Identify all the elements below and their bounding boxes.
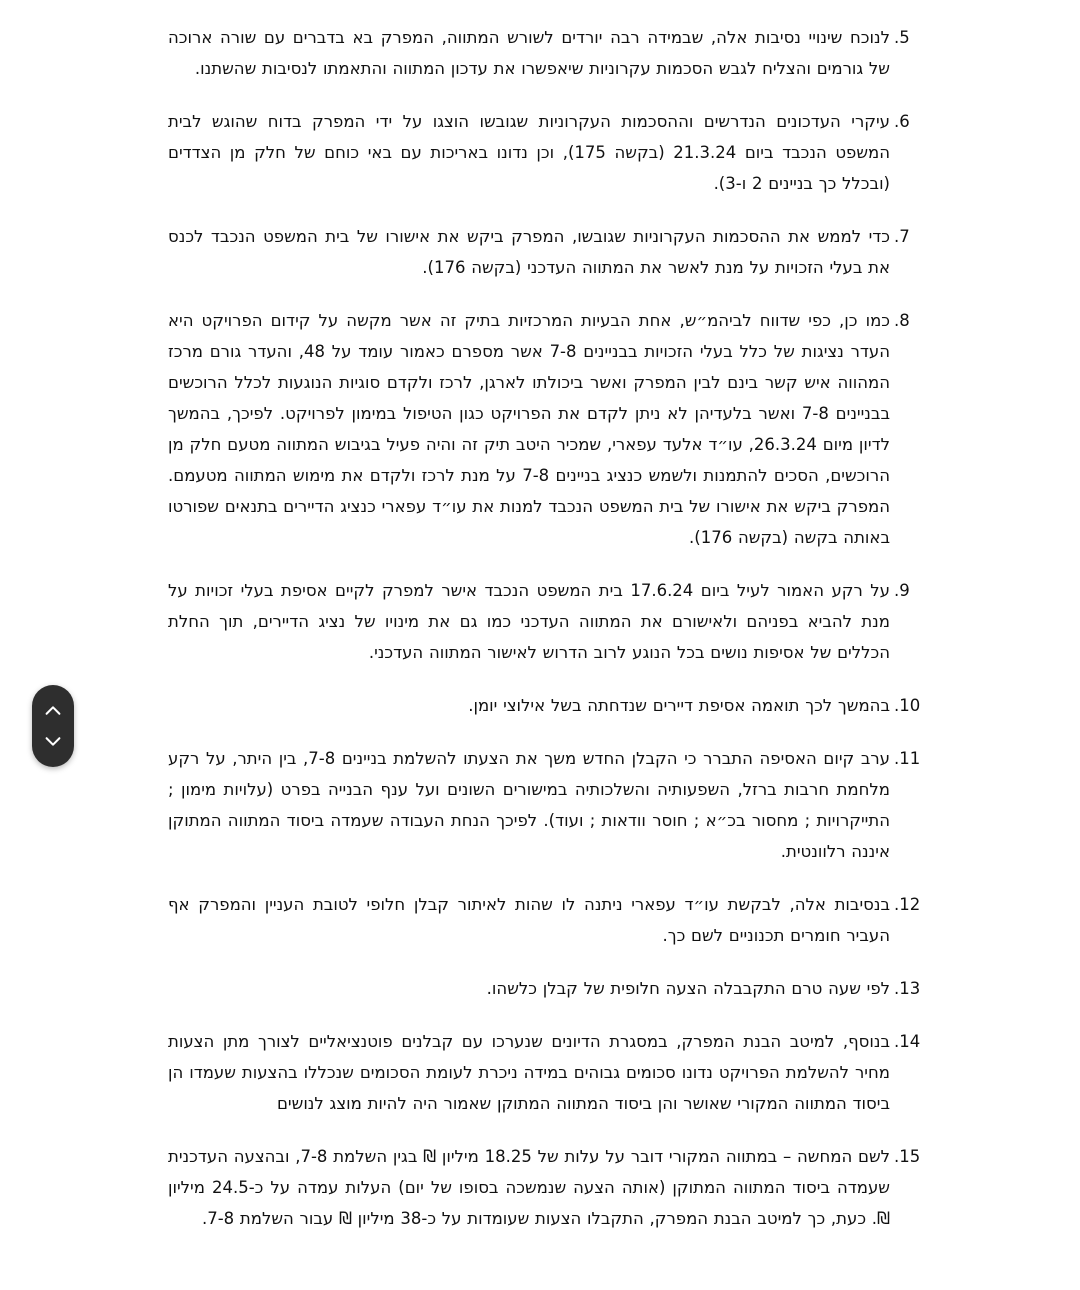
list-item [168, 575, 928, 668]
paragraph-number: .10 [894, 696, 921, 715]
list-item [168, 1141, 928, 1234]
paragraph-number: .5 [894, 28, 910, 47]
paragraph-text: כמו כן, כפי שדווח לביהמ״ש, אחת הבעיות המרכזיות בתיק זה אשר מקשה על קידום הפרויקט היא העדר נציגות של כלל בעלי הזכויות בבניינים 7-8 אשר מספרם כאמור עומד על 48, והעדר גורם מרכז המהווה איש קשר בינם לבין המפרק ואשר ביכולתו לארגן, לרכז ולקדם סוגיות הנוגעות לכלל הרוכשים בבניינים 7-8 ואשר בלעדיהן לא ניתן לקדם את הפרויקט כגון הטיפול במימון לפרויקט. לפיכך, בהמשך לדיון מיום 26.3.24, עו״ד אלעד עפארי, שמכיר היטב תיק זה והיה פעיל בגיבוש המתווה מטעם חלק מן הרוכשים, הסכים להתמנות ולשמש כנציג בניינים 7-8 על מנת לרכז ולקדם את מימוש המתווה מטעמם. המפרק ביקש את אישורו של בית המשפט הנכבד למנות את עו״ד עפארי כנציג הדיירים בתנאים שפורטו באותה בקשה (בקשה 176). [168, 311, 891, 547]
document-body [168, 22, 928, 1256]
chevron-up-icon[interactable] [42, 700, 64, 722]
list-item [168, 973, 928, 1004]
paragraph-text: ערב קיום האסיפה התברר כי הקבלן החדש משך את הצעתו להשלמת בניינים 7-8, בין היתר, על רקע מלחמת חרבות ברזל, השפעותיה והשלכותיה במישורים השונים ועל ענף הבנייה בפרט (עלויות מימון ; התייקרויות ; מחסור בכ״א ; חוסר וודאות ; ועוד). לפיכך הנחת העבודה שעמדה ביסוד המתווה המתוקן איננה רלוונטית. [168, 749, 890, 861]
list-item [168, 889, 928, 951]
list-item [168, 106, 928, 199]
paragraph-text: לשם המחשה – במתווה המקורי דובר על עלות של 18.25 מיליון ₪ בגין השלמת 7-8, ובהצעה העדכנית שעמדה ביסוד המתווה המתוקן (אותה הצעה שנמשכה בסופו של יום) העלות עמדה על כ-24.5 מיליון ₪. כעת, כך למיטב הבנת המפרק, התקבלו הצעות שעומדות על כ-38 מיליון ₪ עבור השלמת 7-8. [168, 1147, 891, 1228]
paragraph-text: בנסיבות אלה, לבקשת עו״ד עפארי ניתנה לו שהות לאיתור קבלן חלופי לטובת העניין והמפרק אף העביר חומרים תכנוניים לשם כך. [168, 895, 890, 945]
list-item [168, 305, 928, 553]
paragraph-number: .6 [894, 112, 910, 131]
paragraph-number: .13 [894, 979, 921, 998]
paragraph-number: .7 [894, 227, 910, 246]
list-item [168, 22, 928, 84]
paragraph-number: .12 [894, 895, 921, 914]
paragraph-text: לפי שעה טרם התקבבלה הצעה חלופית של קבלן כלשהו. [486, 979, 890, 998]
paragraph-text: כדי לממש את ההסכמות העקרוניות שגובשו, המפרק ביקש את אישורו של בית המשפט הנכבד לכנס את בעלי הזכויות על מנת לאשר את המתווה העדכני (בקשה 176). [168, 227, 890, 277]
chevron-down-icon[interactable] [42, 730, 64, 752]
paragraph-text: בהמשך לכך תואמה אסיפת דיירים שנדחתה בשל אילוצי יומן. [468, 696, 890, 715]
paragraph-number: .11 [894, 749, 921, 768]
paragraph-text: בנוסף, למיטב הבנת המפרק, במסגרת הדיונים שנערכו עם קבלנים פוטנציאליים לצורך מתן הצעות מחיר להשלמת הפרויקט נדונו סכומים גבוהים במידה ניכרת לעומת הסכומים שנכללו בהצעות שעמדו הן ביסוד המתווה המקורי שאושר והן ביסוד המתווה המתוקן שאמור היה להיות מוצג לנושים [168, 1032, 890, 1113]
paragraph-number: .14 [894, 1032, 921, 1051]
paragraph-number: .9 [894, 581, 910, 600]
list-item [168, 743, 928, 867]
list-item [168, 690, 928, 721]
paragraph-text: עיקרי העדכונים הנדרשים וההסכמות העקרוניות שגובשו הוצגו על ידי המפרק בדוח שהוגש לבית המשפט הנכבד ביום 21.3.24 (בקשה 175), וכן נדונו באריכות עם באי כוחם של חלק מן הצדדים (ובכלל כך בניינים 2 ו-3). [168, 112, 890, 193]
paragraph-text: על רקע האמור לעיל ביום 17.6.24 בית המשפט הנכבד אישר למפרק לקיים אסיפת בעלי זכויות על מנת להביא בפניהם ולאישורם את המתווה העדכני כמו גם את מינויו של נציג הדיירים, תוך החלת הכללים של אסיפות נושים בכל הנוגע לרוב הדרוש לאישור המתווה העדכני. [168, 581, 890, 662]
list-item [168, 1026, 928, 1119]
paragraph-number: .15 [894, 1147, 921, 1166]
list-item [168, 221, 928, 283]
paragraph-text: לנוכח שינויי נסיבות אלה, שבמידה רבה יורדים לשורש המתווה, המפרק בא בדברים עם שורה ארוכה של גורמים והצליח לגבש הסכמות עקרוניות שיאפשרו את עדכון המתווה והתאמתו לנסיבות שהשתנו. [168, 28, 890, 78]
paragraph-number: .8 [894, 311, 910, 330]
scroll-control[interactable] [32, 685, 74, 767]
